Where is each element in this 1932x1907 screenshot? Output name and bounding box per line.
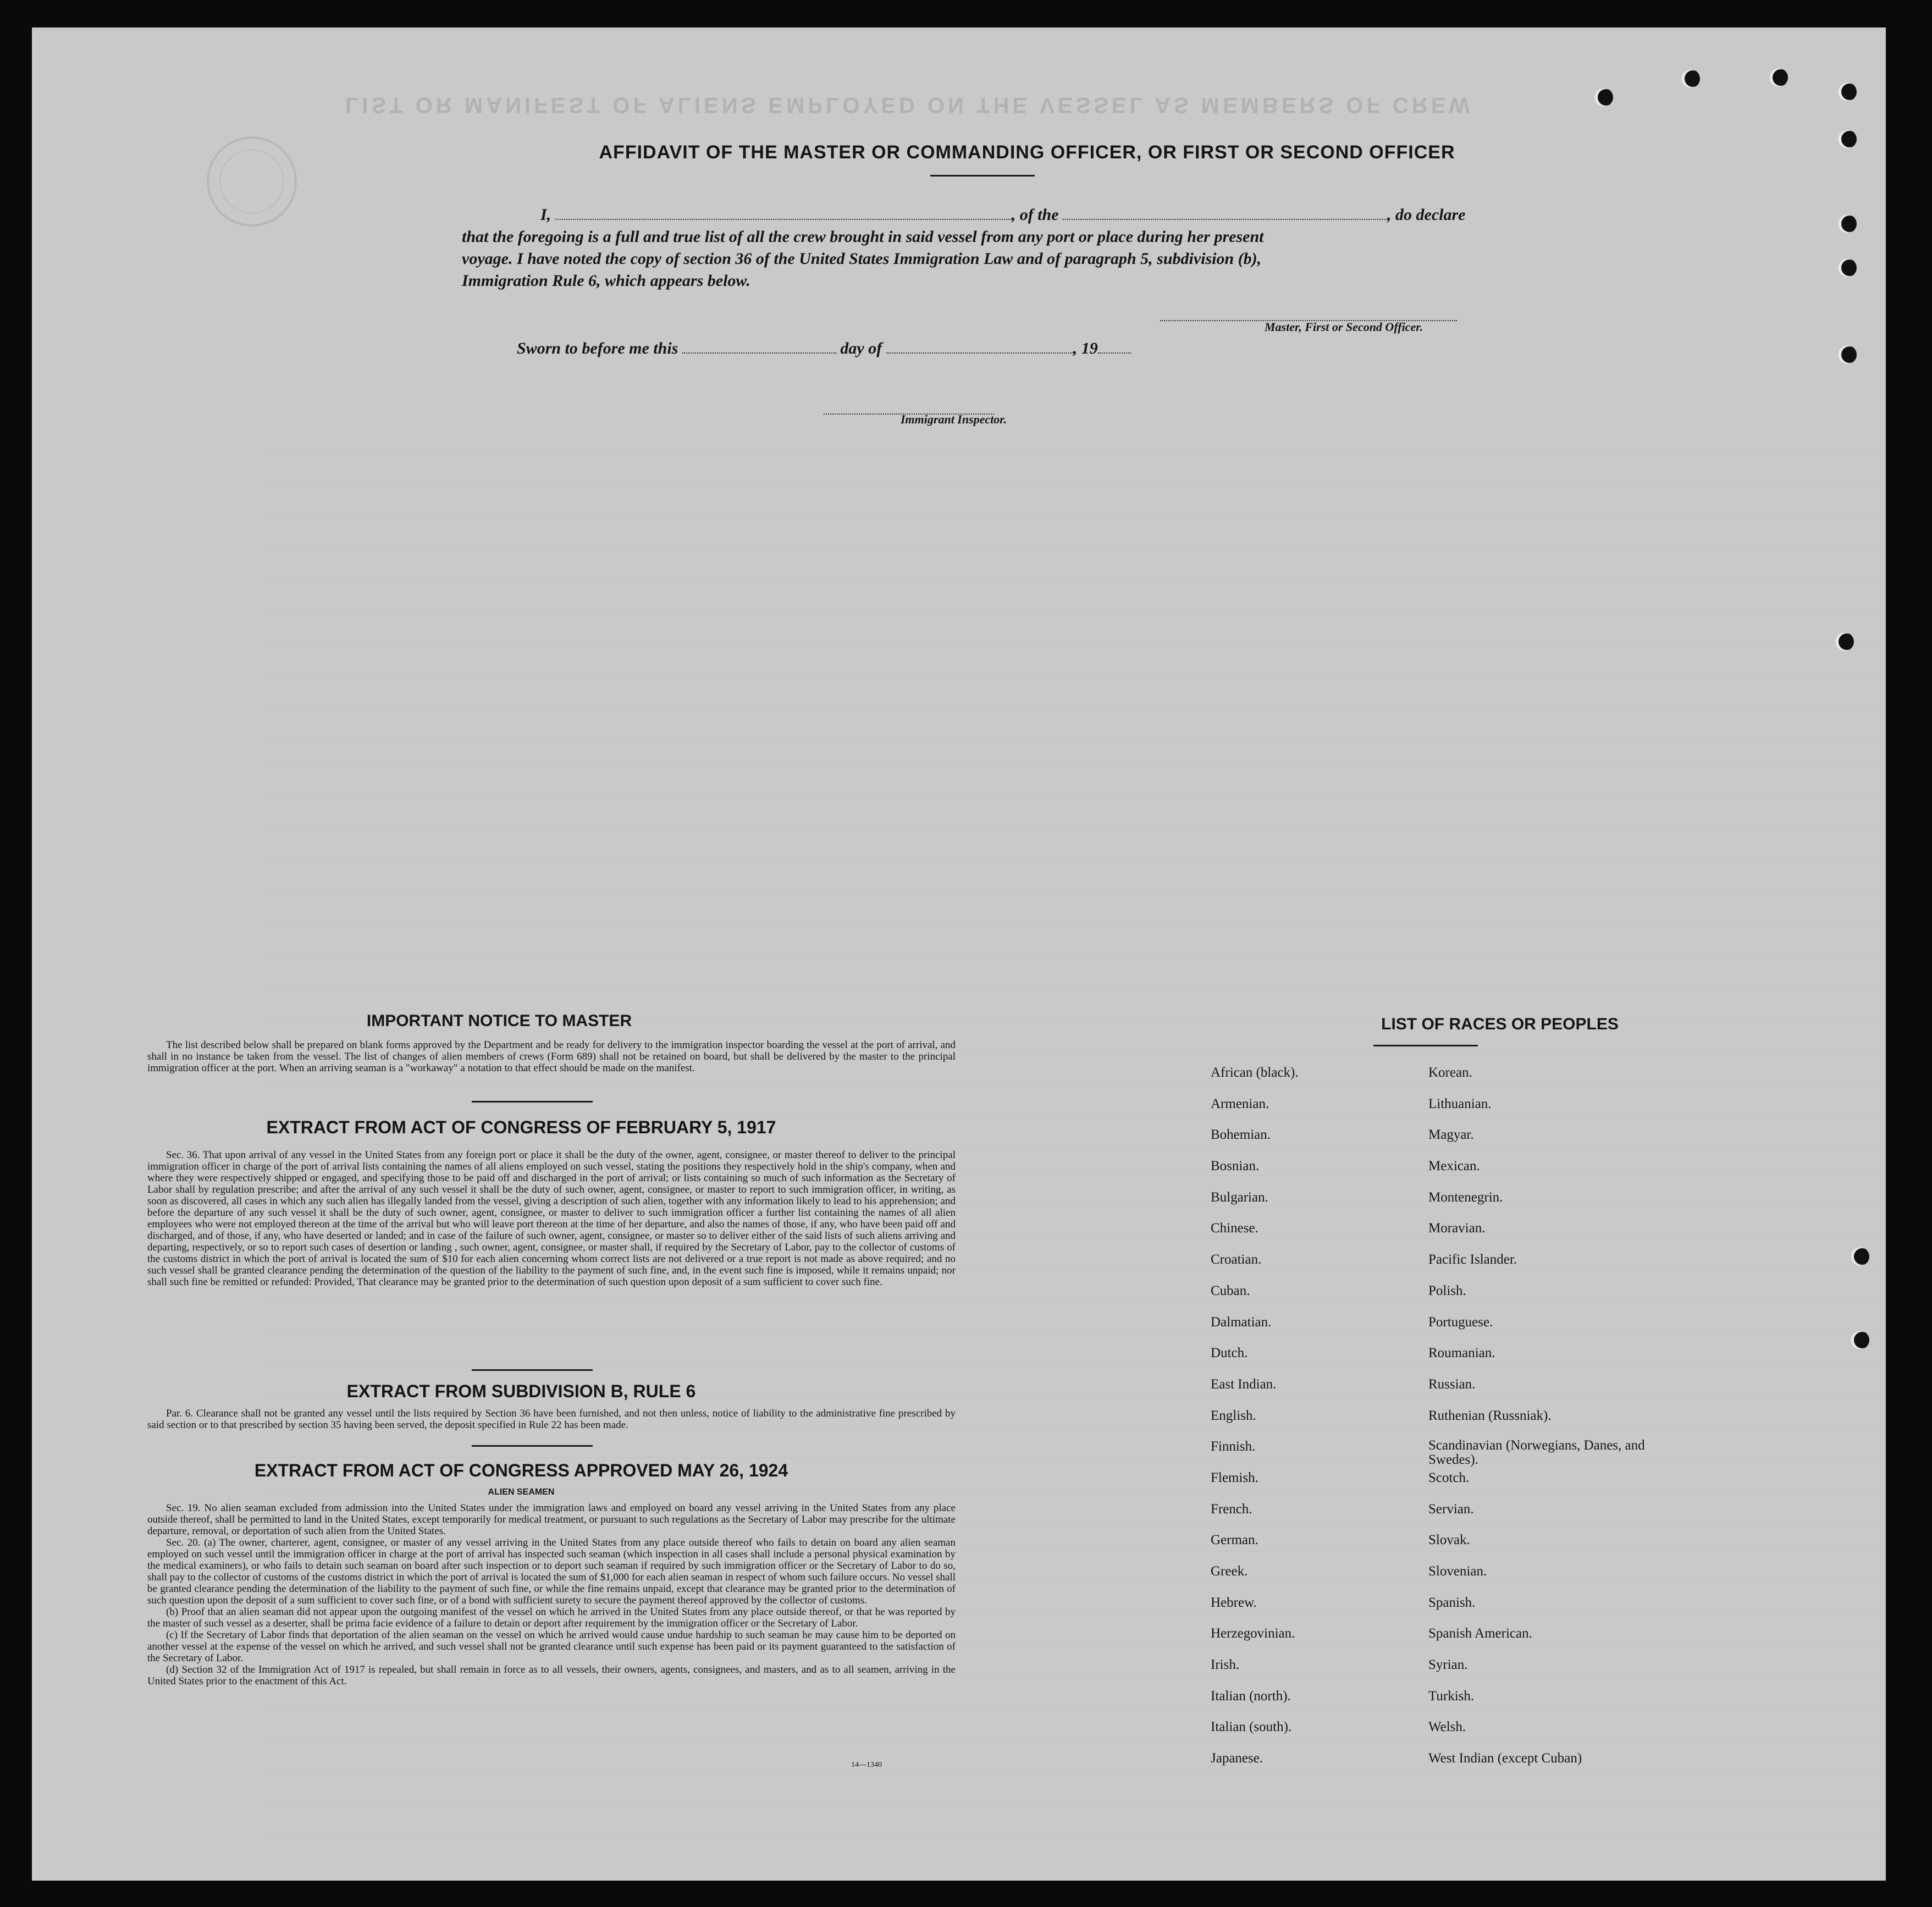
sworn-day-blank[interactable] [682, 340, 836, 354]
punch-hole [1838, 345, 1857, 364]
race-item: Japanese. [1211, 1751, 1263, 1766]
race-item: Mexican. [1428, 1159, 1480, 1174]
sworn-month-blank[interactable] [886, 340, 1073, 354]
name-blank[interactable] [555, 207, 1012, 220]
race-item: Scotch. [1428, 1470, 1470, 1485]
document-page [32, 27, 1886, 1881]
extract-1917-text: Sec. 36. That upon arrival of any vessel in the United States from any foreign port or place it shall be the duty of the owner, agent, consignee, or master thereof to deliver to the principal immigration officer in charge of the port of arrival lists containing the names of all aliens employed on such vessel, stating the positions they respectively hold in the ship's company, when and where they were respectively shipped or engaged, and specifying those to be paid off and discharged in the port of arrival; or lists containing so much of such information as the Secretary of Labor shall by regulation prescribe; and after the arrival of any such vessel it shall be the duty of such owner, agent, consignee, or master to report to such immigration officer, in writing, as soon as discovered, all cases in which any such alien has illegally landed from the vessel, giving a description of such alien, together with any information likely to lead to his apprehension; and before the departure of any such vessel it shall be the duty of such owner, agent, consignee, or master to deliver to such immigration officer a further list containing the names of all alien employees who were not employed thereon at the time of the arrival but who will leave port thereon at the time of her departure, and also the names of those, if any, who have been paid off and discharged, and of those, if any, who have deserted or landed; and in case of the failure of such owner, agent, consignee, or master so to deliver either of the said lists of such aliens arriving and departing, respectively, or so to report such cases of desertion or landing , such owner, agent, consignee, or master shall, if required by the Secretary of Labor, pay to the collector of customs of the customs district in which the port of arrival is located the sum of $10 for each alien concerning whom correct lists are not delivered or a true report is not made as above required; and no such vessel shall be granted clearance pending the determination of the question of the liability to the payment of such fine, and, in the event such fine is imposed, while it remains unpaid; nor shall such fine be remitted or refunded: Provided, That clearance may be granted prior to the determination of such question upon deposit of a sum sufficient to cover such fine. [147, 1149, 956, 1288]
punch-hole [1838, 130, 1857, 148]
affidavit-line-4: Immigration Rule 6, which appears below. [462, 272, 750, 290]
punch-hole [1838, 82, 1857, 101]
race-item: Roumanian. [1428, 1346, 1495, 1361]
race-item: Magyar. [1428, 1127, 1474, 1143]
race-item: Slovak. [1428, 1533, 1470, 1548]
punch-hole [1838, 258, 1857, 277]
race-item: Armenian. [1211, 1096, 1269, 1111]
title-divider [930, 175, 1035, 177]
bleedthrough-title: LIST OR MANIFEST OF ALIENS EMPLOYED ON THE VESSEL AS MEMBERS OF CREW [345, 93, 1473, 117]
race-item: Slovenian. [1428, 1564, 1487, 1579]
extract-rule6-title: EXTRACT FROM SUBDIVISION B, RULE 6 [346, 1381, 696, 1401]
race-item: Montenegrin. [1428, 1189, 1503, 1205]
race-item: Greek. [1211, 1564, 1248, 1579]
race-item: Russian. [1428, 1376, 1476, 1392]
race-item: Servian. [1428, 1501, 1474, 1517]
extract-1924-text: Sec. 19. No alien seaman excluded from admission into the United States under the immigration laws and employed on board any vessel arriving in the United States from any place outside thereof, shall be permitted to land in the United States, except temporarily for medical treatment, or pursuant to such regulations as the Secretary of Labor may prescribe for the ultimate departure, removal, or deportation of such alien from the United States. Sec. 20. (a) The owner, charterer, agent, consignee, or master of any vessel arriving in the United States from any place outside thereof who fails to detain on board any alien seaman employed on such vessel until the immigration officer in charge at the port of arrival has inspected such seaman (which inspection in all cases shall include a personal physical examination by the medical examiners), or who fails to detain such seaman on board after such inspection or to deport such seaman if required by such immigration officer or the Secretary of Labor to do so, shall pay to the collector of customs of the customs district in which the port of arrival is located the sum of $1,000 for each alien seaman in respect of whom such failure occurs. No vessel shall be granted clearance pending the determination of the liability to the payment of such fine, or while the fine remains unpaid, except that clearance may be granted prior to the determination of such question upon the deposit of a sum sufficient to cover such fine, or of a bond with sufficient surety to secure the payment thereof approved by the collector of customs. (b) Proof that an alien seaman did not appear upon the outgoing manifest of the vessel on which he arrived in the United States from any place outside thereof, or that he was reported by the master of such vessel as a deserter, shall be prima facie evidence of a failure to detain or deport after requirement by the immigration officer or the Secretary of Labor. (c) If the Secretary of Labor finds that deportation of the alien seaman on the vessel on which he arrived would cause undue hardship to such seaman he may cause him to be deported on another vessel at the expense of the vessel on which he arrived, and such vessel shall not be granted clearance until such expense has been paid or its payment guaranteed to the satisfaction of the Secretary of Labor. (d) Section 32 of the Immigration Act of 1917 is repealed, but shall remain in force as to all vessels, their owners, agents, consignees, and masters, and as to all seamen, arriving in the United States prior to the enactment of this Act. [147, 1502, 956, 1687]
punch-hole [1769, 68, 1788, 87]
punch-hole [1838, 214, 1857, 233]
race-item: Bulgarian. [1211, 1189, 1268, 1205]
races-divider [1373, 1045, 1478, 1046]
race-item: Bosnian. [1211, 1159, 1260, 1174]
section-divider [472, 1101, 593, 1103]
punch-hole [1851, 1247, 1869, 1266]
vessel-blank[interactable] [1063, 207, 1387, 220]
race-item: Lithuanian. [1428, 1096, 1492, 1111]
race-item: Flemish. [1211, 1470, 1258, 1485]
race-item: East Indian. [1211, 1376, 1277, 1392]
race-item: Chinese. [1211, 1221, 1258, 1236]
race-item: Dalmatian. [1211, 1314, 1272, 1330]
affidavit-line-2: that the foregoing is a full and true list of all the crew brought in said vessel from any port or place during her present [462, 228, 1264, 246]
race-item: Pacific Islander. [1428, 1252, 1517, 1267]
section-divider [472, 1445, 593, 1447]
extract-1924-title: EXTRACT FROM ACT OF CONGRESS APPROVED MAY 26, 1924 [254, 1460, 788, 1480]
race-item: Welsh. [1428, 1719, 1466, 1735]
race-item: German. [1211, 1533, 1258, 1548]
race-item: Korean. [1428, 1065, 1472, 1080]
affidavit-title: AFFIDAVIT OF THE MASTER OR COMMANDING OFFICER, OR FIRST OR SECOND OFFICER [599, 142, 1455, 163]
master-signature-label: Master, First or Second Officer. [1265, 320, 1423, 334]
faint-stamp-seal [197, 126, 307, 236]
affidavit-line-3: voyage. I have noted the copy of section 36 of the United States Immigration Law and of paragraph 5, subdivision (b), [462, 250, 1262, 268]
punch-hole [1835, 632, 1854, 651]
races-right-column [1428, 1065, 1659, 1782]
race-item: African (black). [1211, 1065, 1299, 1080]
race-item: Herzegovinian. [1211, 1626, 1295, 1641]
race-item: West Indian (except Cuban) [1428, 1751, 1582, 1766]
punch-hole [1681, 69, 1700, 88]
race-item: Hebrew. [1211, 1595, 1257, 1610]
extract-1917-title: EXTRACT FROM ACT OF CONGRESS OF FEBRUARY 5, 1917 [266, 1117, 776, 1137]
race-item: Bohemian. [1211, 1127, 1271, 1143]
race-item: Croatian. [1211, 1252, 1262, 1267]
race-item: Spanish American. [1428, 1626, 1532, 1641]
race-item: Ruthenian (Russniak). [1428, 1408, 1552, 1423]
punch-hole [1594, 88, 1613, 107]
inspector-signature-label: Immigrant Inspector. [901, 412, 1007, 426]
form-number: 14—1340 [851, 1761, 882, 1769]
races-title: LIST OF RACES OR PEOPLES [1381, 1015, 1619, 1033]
race-item: Dutch. [1211, 1346, 1248, 1361]
race-item: Irish. [1211, 1657, 1240, 1673]
master-signature-blank[interactable] [1160, 308, 1457, 321]
race-item: Moravian. [1428, 1221, 1486, 1236]
race-item: French. [1211, 1501, 1252, 1517]
race-item: English. [1211, 1408, 1256, 1423]
notice-text: The list described below shall be prepared on blank forms approved by the Department and be ready for delivery to the immigration inspector boarding the vessel at the port of arrival, and shall in no instance be taken from the vessel. The list of changes of alien members of crews (Form 689) shall not be retained on board, but shall be delivered by the master to the principal immigration officer at the port. When an arriving seaman is a "workaway" a notation to that effect should be made on the manifest. [147, 1039, 956, 1074]
race-item: Portuguese. [1428, 1314, 1493, 1330]
race-item: Scandinavian (Norwegians, Danes, and Swedes). [1428, 1438, 1645, 1468]
section-divider [472, 1369, 593, 1371]
sworn-line: Sworn to before me this day of , 19 [517, 338, 1287, 359]
extract-1924-subtitle: ALIEN SEAMEN [488, 1487, 555, 1497]
race-item: Finnish. [1211, 1439, 1256, 1454]
race-item: Italian (north). [1211, 1688, 1291, 1704]
sworn-year-blank[interactable] [1098, 340, 1131, 354]
notice-title: IMPORTANT NOTICE TO MASTER [366, 1012, 632, 1030]
race-item: Turkish. [1428, 1688, 1475, 1704]
extract-rule6-text: Par. 6. Clearance shall not be granted any vessel until the lists required by Section 36 have been furnished, and not then unless, notice of liability to the administrative fine prescribed by said section or to that prescribed by section 35 having been served, the deposit specified in Rule 22 has been made. [147, 1408, 956, 1431]
race-item: Polish. [1428, 1283, 1466, 1298]
race-item: Syrian. [1428, 1657, 1468, 1673]
race-item: Cuban. [1211, 1283, 1250, 1298]
affidavit-line-1: I, , of the , do declare [540, 206, 1466, 224]
races-left-column [1211, 1065, 1420, 1782]
race-item: Italian (south). [1211, 1719, 1292, 1735]
race-item: Spanish. [1428, 1595, 1476, 1610]
punch-hole [1851, 1331, 1869, 1349]
